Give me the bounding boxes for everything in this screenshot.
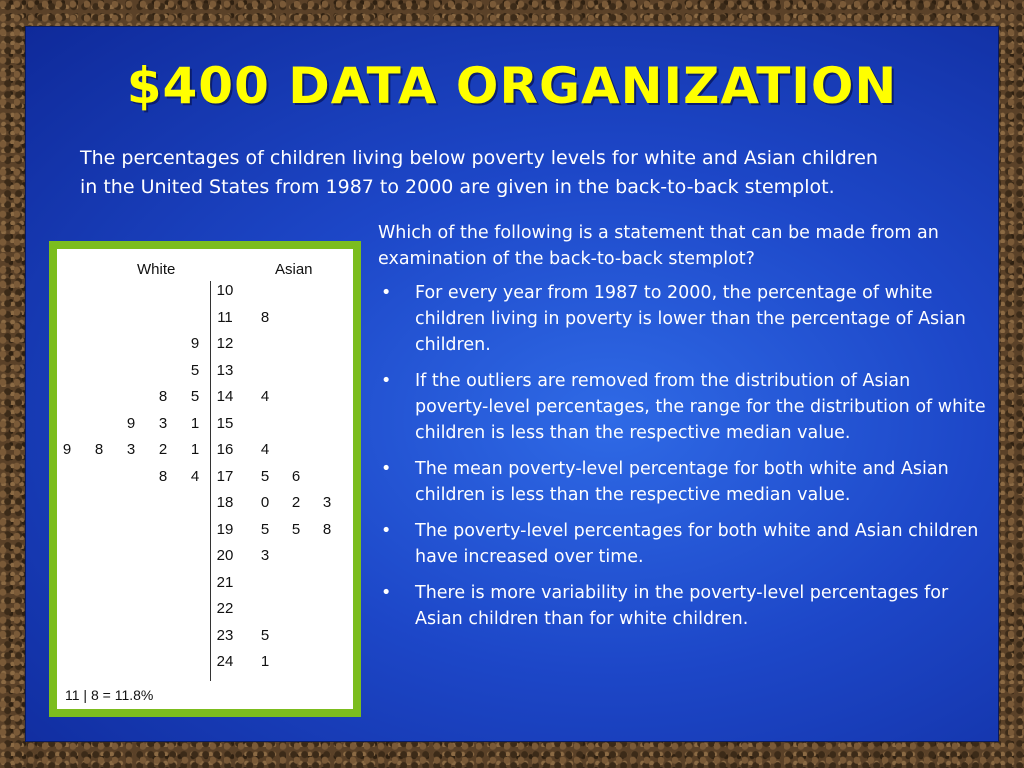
stemplot-leaf-right: 5	[291, 520, 301, 538]
intro-text: The percentages of children living below poverty levels for white and Asian children in the United States from 1987 to 2000 are given in the back-to-back stemplot.	[80, 147, 878, 198]
stemplot-stem: 16	[216, 441, 234, 458]
stemplot-row	[57, 494, 353, 520]
bullet-icon: •	[381, 583, 392, 603]
answer-list	[378, 280, 986, 632]
stemplot-stem: 10	[216, 282, 234, 299]
stemplot-stem: 22	[216, 600, 234, 617]
stemplot-stem: 20	[216, 547, 234, 564]
stemplot-leaf-left: 9	[190, 335, 200, 352]
stemplot-row	[57, 309, 353, 335]
stemplot-leaf-right: 3	[260, 547, 270, 564]
stemplot-leaf-left: 8	[94, 441, 104, 458]
stemplot-row	[57, 388, 353, 414]
question-block	[378, 220, 986, 642]
stemplot-stem: 11	[217, 308, 233, 326]
stemplot-left-header: White	[137, 261, 176, 278]
bullet-icon: •	[381, 371, 392, 391]
stemplot-leaf-right: 2	[291, 494, 301, 511]
stemplot-leaf-left: 3	[126, 441, 136, 458]
stemplot-leaf-right: 5	[260, 626, 270, 644]
stemplot-leaf-right: 1	[260, 653, 270, 670]
answer-option	[378, 280, 986, 358]
stemplot-leaf-left: 9	[126, 414, 136, 432]
answer-option	[378, 518, 986, 570]
stemplot	[57, 249, 353, 709]
slide-title: $400 DATA ORGANIZATION	[126, 57, 898, 115]
stemplot-leaf-right: 0	[260, 494, 270, 511]
stemplot-stem: 15	[216, 414, 234, 432]
stemplot-leaf-left: 5	[190, 361, 200, 379]
stemplot-leaf-left: 1	[190, 414, 200, 432]
stemplot-key: 11 | 8 = 11.8%	[65, 687, 154, 703]
stemplot-stem: 21	[216, 573, 234, 591]
answer-option-text: For every year from 1987 to 2000, the percentage of white children living in poverty is lower than the percentage of Asian children.	[415, 283, 966, 355]
stemplot-stem: 13	[216, 361, 234, 379]
answer-option-text: The poverty-level percentages for both white and Asian children have increased over time.	[415, 521, 979, 567]
stemplot-leaf-left: 2	[158, 441, 168, 458]
stemplot-row	[57, 282, 353, 308]
stemplot-leaf-left: 1	[190, 441, 200, 458]
stemplot-leaf-left: 5	[190, 388, 200, 405]
stemplot-stem: 17	[216, 467, 234, 485]
stemplot-row	[57, 335, 353, 361]
stemplot-right-header: Asian	[275, 261, 313, 278]
stemplot-row	[57, 521, 353, 547]
stemplot-leaf-right: 4	[260, 388, 270, 405]
bullet-icon: •	[381, 283, 392, 303]
stemplot-leaf-right: 8	[260, 308, 270, 326]
stemplot-stem: 18	[216, 494, 234, 511]
stemplot-row	[57, 574, 353, 600]
question-prompt: Which of the following is a statement that can be made from an examination of the back-to-back stemplot?	[378, 223, 939, 269]
stemplot-leaf-left: 9	[62, 441, 72, 458]
stemplot-leaf-left: 4	[190, 467, 200, 485]
stemplot-leaf-right: 5	[260, 520, 270, 538]
bullet-icon: •	[381, 459, 392, 479]
stemplot-stem: 14	[216, 388, 234, 405]
stemplot-leaf-right: 8	[322, 520, 332, 538]
answer-option-text: There is more variability in the poverty-level percentages for Asian children than for white children.	[415, 583, 949, 629]
stemplot-row	[57, 415, 353, 441]
slide	[26, 27, 998, 741]
answer-option-text: The mean poverty-level percentage for both white and Asian children is less than the respective median value.	[415, 459, 949, 505]
stemplot-row	[57, 653, 353, 679]
stemplot-leaf-right: 3	[322, 494, 332, 511]
stemplot-row	[57, 468, 353, 494]
answer-option	[378, 456, 986, 508]
stemplot-stem: 19	[216, 520, 234, 538]
answer-option	[378, 368, 986, 446]
stemplot-leaf-right: 6	[291, 467, 301, 485]
stemplot-row	[57, 547, 353, 573]
answer-option	[378, 580, 986, 632]
stemplot-stem: 24	[216, 653, 234, 670]
stemplot-leaf-right: 4	[260, 441, 270, 458]
stemplot-stem: 12	[216, 335, 234, 352]
stemplot-stem: 23	[216, 626, 234, 644]
stemplot-row	[57, 362, 353, 388]
stemplot-leaf-right: 5	[260, 467, 270, 485]
stemplot-leaf-left: 3	[158, 414, 168, 432]
stemplot-row	[57, 627, 353, 653]
stemplot-frame	[49, 241, 361, 717]
bullet-icon: •	[381, 521, 392, 541]
stemplot-leaf-left: 8	[158, 467, 168, 485]
stemplot-leaf-left: 8	[158, 388, 168, 405]
stemplot-row	[57, 441, 353, 467]
answer-option-text: If the outliers are removed from the distribution of Asian poverty-level percentages, the range for the distribution of white children is less than the respective median value.	[415, 371, 986, 443]
stemplot-row	[57, 600, 353, 626]
